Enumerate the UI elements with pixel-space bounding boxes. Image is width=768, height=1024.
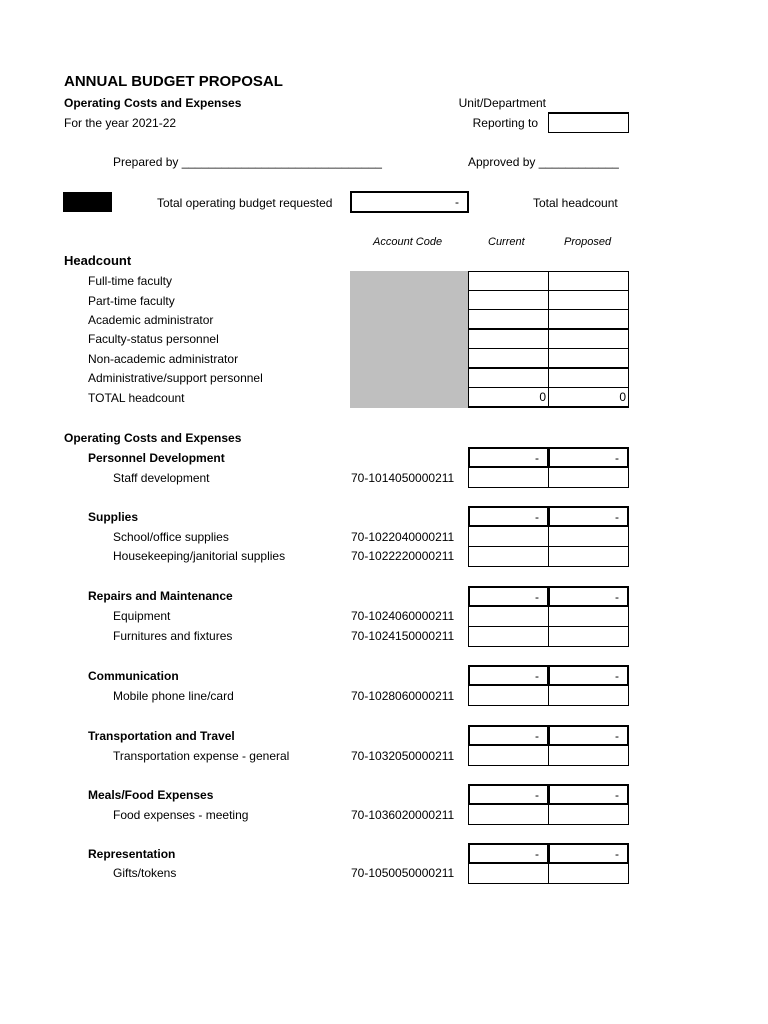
category-current-total	[468, 586, 549, 607]
category-proposed-value: -	[615, 590, 619, 604]
category-title: Personnel Development	[88, 451, 225, 465]
line-item-account-code: 70-1050050000211	[351, 866, 455, 880]
column-account-code: Account Code	[373, 236, 443, 248]
category-current-value: -	[535, 788, 539, 802]
line-item-current-cell[interactable]	[468, 546, 549, 567]
category-proposed-value: -	[615, 788, 619, 802]
headcount-proposed-cell[interactable]	[548, 309, 629, 329]
headcount-section-title: Headcount	[64, 253, 132, 268]
headcount-total-current-value: 0	[539, 390, 546, 404]
category-title: Supplies	[88, 510, 139, 524]
line-item-current-cell[interactable]	[468, 626, 549, 647]
line-item-label: Housekeeping/janitorial supplies	[113, 549, 286, 563]
line-item-label: School/office supplies	[113, 530, 229, 544]
headcount-current-cell[interactable]	[468, 348, 549, 368]
headcount-account-code-shaded	[350, 271, 468, 408]
category-current-value: -	[535, 847, 539, 861]
line-item-proposed-cell[interactable]	[548, 863, 629, 884]
line-item-account-code: 70-1024060000211	[351, 609, 455, 623]
headcount-current-cell[interactable]	[468, 290, 549, 310]
line-item-account-code: 70-1022220000211	[351, 549, 455, 563]
headcount-proposed-cell[interactable]	[548, 329, 629, 349]
headcount-total-current	[468, 387, 549, 408]
line-item-proposed-cell[interactable]	[548, 606, 629, 627]
category-current-total	[468, 665, 549, 686]
line-item-proposed-cell[interactable]	[548, 546, 629, 567]
headcount-proposed-cell[interactable]	[548, 290, 629, 310]
line-item-account-code: 70-1024150000211	[351, 629, 455, 643]
headcount-total-proposed	[548, 387, 629, 408]
line-item-current-cell[interactable]	[468, 467, 549, 488]
line-item-proposed-cell[interactable]	[548, 745, 629, 766]
approved-by[interactable]: Approved by ____________	[468, 155, 619, 169]
category-proposed-value: -	[615, 669, 619, 683]
headcount-current-cell[interactable]	[468, 368, 549, 388]
category-current-total	[468, 725, 549, 746]
line-item-current-cell[interactable]	[468, 804, 549, 825]
column-current: Current	[488, 236, 525, 248]
black-marker-block	[63, 192, 112, 212]
line-item-label: Staff development	[113, 471, 210, 485]
headcount-row-label: Academic administrator	[88, 313, 214, 327]
line-item-account-code: 70-1036020000211	[351, 808, 455, 822]
line-item-proposed-cell[interactable]	[548, 626, 629, 647]
line-item-account-code: 70-1032050000211	[351, 749, 455, 763]
category-proposed-value: -	[615, 510, 619, 524]
unit-department-field[interactable]	[548, 93, 629, 113]
line-item-label: Furnitures and fixtures	[113, 629, 233, 643]
line-item-current-cell[interactable]	[468, 863, 549, 884]
line-item-account-code: 70-1014050000211	[351, 471, 455, 485]
reporting-to-label: Reporting to	[472, 116, 538, 130]
category-proposed-total	[548, 843, 629, 864]
subtitle: Operating Costs and Expenses	[64, 96, 242, 110]
headcount-row-label: Faculty-status personnel	[88, 332, 219, 346]
category-title: Representation	[88, 847, 176, 861]
column-proposed: Proposed	[564, 236, 612, 248]
line-item-account-code: 70-1028060000211	[351, 689, 455, 703]
total-budget-field[interactable]	[350, 191, 469, 213]
headcount-proposed-cell[interactable]	[548, 368, 629, 388]
total-budget-value: -	[455, 195, 459, 209]
category-current-total	[468, 784, 549, 805]
unit-department-label: Unit/Department	[458, 96, 546, 110]
headcount-row-label: Administrative/support personnel	[88, 371, 263, 385]
category-current-value: -	[535, 669, 539, 683]
category-proposed-total	[548, 586, 629, 607]
line-item-proposed-cell[interactable]	[548, 804, 629, 825]
line-item-current-cell[interactable]	[468, 606, 549, 627]
category-proposed-value: -	[615, 847, 619, 861]
line-item-proposed-cell[interactable]	[548, 526, 629, 547]
fiscal-year: For the year 2021-22	[64, 116, 177, 130]
headcount-row-label: Full-time faculty	[88, 274, 173, 288]
category-current-value: -	[535, 510, 539, 524]
page-title: ANNUAL BUDGET PROPOSAL	[64, 73, 283, 90]
headcount-total-proposed-value: 0	[619, 390, 626, 404]
category-current-value: -	[535, 729, 539, 743]
line-item-label: Gifts/tokens	[113, 866, 177, 880]
category-proposed-total	[548, 506, 629, 527]
headcount-row-label: Part-time faculty	[88, 294, 175, 308]
headcount-proposed-cell[interactable]	[548, 271, 629, 291]
headcount-current-cell[interactable]	[468, 271, 549, 291]
category-title: Communication	[88, 669, 179, 683]
line-item-label: Mobile phone line/card	[113, 689, 234, 703]
category-title: Meals/Food Expenses	[88, 788, 214, 802]
line-item-proposed-cell[interactable]	[548, 467, 629, 488]
category-title: Repairs and Maintenance	[88, 589, 233, 603]
category-proposed-total	[548, 784, 629, 805]
line-item-label: Food expenses - meeting	[113, 808, 249, 822]
line-item-label: Transportation expense - general	[113, 749, 290, 763]
category-current-value: -	[535, 451, 539, 465]
category-proposed-total	[548, 447, 629, 468]
category-current-total	[468, 506, 549, 527]
headcount-row-label: Non-academic administrator	[88, 352, 239, 366]
reporting-to-field[interactable]	[548, 113, 629, 133]
category-current-value: -	[535, 590, 539, 604]
headcount-current-cell[interactable]	[468, 309, 549, 329]
total-headcount-label: Total headcount	[533, 196, 618, 210]
headcount-proposed-cell[interactable]	[548, 348, 629, 368]
headcount-current-cell[interactable]	[468, 329, 549, 349]
line-item-current-cell[interactable]	[468, 745, 549, 766]
operating-section-title: Operating Costs and Expenses	[64, 431, 242, 445]
category-title: Transportation and Travel	[88, 729, 235, 743]
category-proposed-value: -	[615, 729, 619, 743]
line-item-label: Equipment	[113, 609, 171, 623]
category-current-total	[468, 447, 549, 468]
category-proposed-total	[548, 665, 629, 686]
line-item-current-cell[interactable]	[468, 685, 549, 706]
total-budget-label: Total operating budget requested	[157, 196, 333, 210]
line-item-proposed-cell[interactable]	[548, 685, 629, 706]
prepared-by[interactable]: Prepared by ______________________________	[113, 155, 382, 169]
headcount-total-label: TOTAL headcount	[88, 391, 185, 405]
category-proposed-total	[548, 725, 629, 746]
category-current-total	[468, 843, 549, 864]
line-item-account-code: 70-1022040000211	[351, 530, 455, 544]
category-proposed-value: -	[615, 451, 619, 465]
line-item-current-cell[interactable]	[468, 526, 549, 547]
